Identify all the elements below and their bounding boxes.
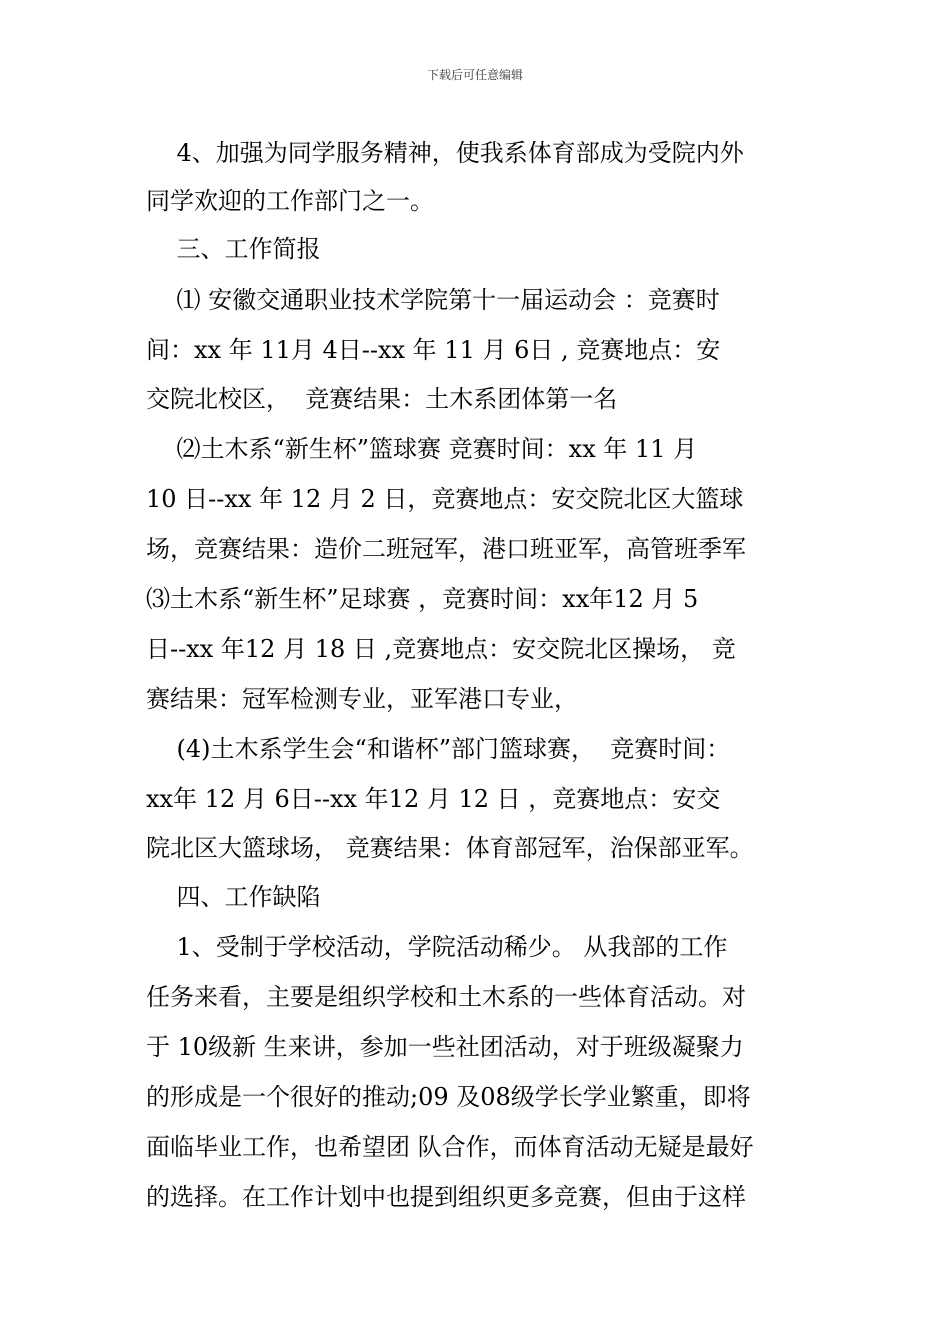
text-line: 的形成是一个很好的推动;09 及08级学长学业繁重，即将 [146,1083,751,1111]
text-line: 间：xx 年 11月 4日--xx 年 11 月 6日 , 竞赛地点：安 [146,336,721,364]
text-line: (4)土木系学生会“和谐杯”部门篮球赛， 竞赛时间： [146,735,731,763]
text-line: 面临毕业工作，也希望团 队合作，而体育活动无疑是最好 [146,1133,754,1161]
section-heading: 三、工作简报 [146,235,321,263]
text-line: 1、受制于学校活动，学院活动稀少。 从我部的工作 [146,933,728,961]
page-header: 下载后可任意编辑 [426,68,523,82]
text-line: 交院北校区， 竞赛结果：土木系团体第一名 [146,385,618,413]
text-line: 日--xx 年12 月 18 日 ,竞赛地点：安交院北区操场， 竞 [146,635,736,663]
text-line: ⑵土木系“新生杯”篮球赛 竞赛时间：xx 年 11 月 [146,435,698,463]
text-line: 4、加强为同学服务精神，使我系体育部成为受院内外 [146,139,744,167]
text-line: ⑴ 安徽交通职业技术学院第十一届运动会 ：竞赛时 [146,286,720,314]
text-line: 的选择。在工作计划中也提到组织更多竞赛，但由于这样 [146,1183,746,1211]
text-line: 同学欢迎的工作部门之一。 [146,187,434,215]
text-line: 任务来看，主要是组织学校和土木系的一些体育活动。对 [146,983,746,1011]
section-heading: 四、工作缺陷 [146,883,321,911]
text-line: xx年 12 月 6日--xx 年12 月 12 日 ，竞赛地点：安交 [146,785,721,813]
text-line: 于 10级新 生来讲，参加一些社团活动，对于班级凝聚力 [146,1033,744,1061]
text-line: ⑶土木系“新生杯”足球赛 ，竞赛时间：xx年12 月 5 [146,585,699,613]
text-line: 院北区大篮球场， 竞赛结果：体育部冠军，治保部亚军。 [146,834,754,862]
text-line: 场，竞赛结果：造价二班冠军，港口班亚军，高管班季军 [146,535,746,563]
text-line: 赛结果：冠军检测专业，亚军港口专业， [146,685,578,713]
text-line: 10 日--xx 年 12 月 2 日，竞赛地点：安交院北区大篮球 [146,485,744,513]
